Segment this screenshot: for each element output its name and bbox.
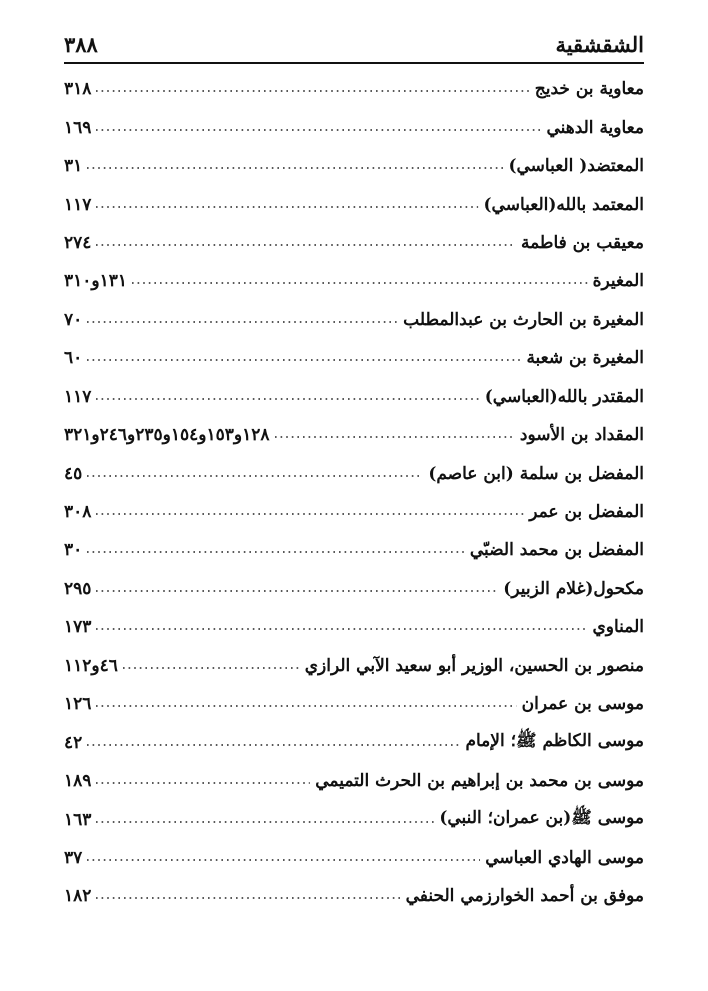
index-entry bbox=[64, 570, 644, 608]
dot-leader-line bbox=[96, 239, 516, 247]
dot-leader bbox=[91, 201, 483, 209]
index-entry bbox=[64, 301, 644, 339]
entry-pages: ١٣١و٣١٠ bbox=[64, 271, 128, 292]
entry-name: موسى بن عمران bbox=[521, 694, 644, 715]
index-entry bbox=[64, 647, 644, 685]
entry-name: معاوية بن خديج bbox=[534, 79, 644, 100]
index-entry bbox=[64, 762, 644, 800]
dot-leader bbox=[270, 431, 520, 439]
dot-leader-line bbox=[87, 854, 480, 862]
entry-name: موسى الهادي العباسي bbox=[485, 847, 644, 868]
entry-pages: ٣٠ bbox=[64, 540, 83, 561]
index-entry bbox=[64, 608, 644, 646]
index-entry bbox=[64, 454, 644, 492]
entry-pages: ٣١٨ bbox=[64, 79, 92, 100]
dot-leader-line bbox=[96, 892, 400, 900]
index-entry bbox=[64, 70, 644, 108]
dot-leader bbox=[91, 393, 484, 401]
entry-name: المقتدر بالله(العباسي) bbox=[484, 386, 644, 407]
entry-name: موسى الكاظم ﷺ؛ الإمام bbox=[465, 731, 644, 752]
entry-pages: ١١٧ bbox=[64, 194, 92, 215]
page-number: ٣٨٨ bbox=[64, 31, 98, 57]
index-entry bbox=[64, 147, 644, 185]
index-list bbox=[64, 70, 644, 916]
dot-leader bbox=[82, 739, 465, 747]
dot-leader-line bbox=[96, 585, 498, 593]
dot-leader-line bbox=[123, 662, 300, 670]
index-entry bbox=[64, 839, 644, 877]
index-entry bbox=[64, 108, 644, 146]
entry-name: المعتضد( العباسي) bbox=[508, 156, 644, 177]
entry-name: معيقب بن فاطمة bbox=[520, 232, 644, 253]
entry-pages: ٣١ bbox=[64, 156, 83, 177]
dot-leader-line bbox=[96, 623, 587, 631]
index-entry bbox=[64, 800, 644, 838]
dot-leader-line bbox=[96, 700, 516, 708]
dot-leader bbox=[91, 585, 503, 593]
dot-leader-line bbox=[96, 508, 524, 516]
index-entry bbox=[64, 416, 644, 454]
index-entry bbox=[64, 224, 644, 262]
header-rule bbox=[64, 62, 644, 64]
index-entry bbox=[64, 531, 644, 569]
entry-name: مكحول(غلام الزبير) bbox=[503, 578, 644, 599]
entry-name: المفضل بن عمر bbox=[529, 502, 644, 523]
entry-pages: ٣٧ bbox=[64, 847, 83, 868]
index-entry bbox=[64, 723, 644, 761]
dot-leader bbox=[82, 470, 428, 478]
entry-pages: ٧٠ bbox=[64, 309, 83, 330]
entry-name: المناوي bbox=[592, 617, 644, 638]
dot-leader bbox=[82, 354, 526, 362]
entry-pages: ٤٢ bbox=[64, 732, 83, 753]
entry-name: المعتمد بالله(العباسي) bbox=[483, 194, 644, 215]
dot-leader bbox=[82, 316, 403, 324]
dot-leader-line bbox=[96, 393, 479, 401]
entry-pages: ٢٩٥ bbox=[64, 578, 92, 599]
dot-leader bbox=[91, 239, 521, 247]
index-entry bbox=[64, 877, 644, 915]
dot-leader bbox=[118, 662, 305, 670]
entry-name: موسى بن محمد بن إبراهيم بن الحرث التميمي bbox=[315, 771, 644, 792]
index-entry bbox=[64, 339, 644, 377]
entry-pages: ١١٧ bbox=[64, 386, 92, 407]
dot-leader bbox=[82, 546, 470, 554]
dot-leader bbox=[91, 623, 592, 631]
dot-leader bbox=[82, 854, 485, 862]
dot-leader-line bbox=[96, 816, 434, 824]
entry-pages: ٣٠٨ bbox=[64, 502, 92, 523]
entry-name: موسى ﷺ(بن عمران؛ النبي) bbox=[439, 808, 644, 829]
entry-pages: ٦٠ bbox=[64, 348, 83, 369]
entry-pages: ١٨٢ bbox=[64, 886, 92, 907]
dot-leader bbox=[91, 777, 315, 785]
entry-name: المفضل بن محمد الضبّي bbox=[469, 540, 644, 561]
book-title: الشقشقية bbox=[555, 31, 644, 57]
entry-pages: ١٦٣ bbox=[64, 809, 92, 830]
entry-name: المقداد بن الأسود bbox=[519, 425, 644, 446]
dot-leader bbox=[91, 508, 529, 516]
index-entry bbox=[64, 493, 644, 531]
entry-pages: ٤٥ bbox=[64, 463, 83, 484]
dot-leader bbox=[91, 124, 546, 132]
dot-leader bbox=[91, 816, 439, 824]
dot-leader-line bbox=[87, 162, 503, 170]
entry-name: منصور بن الحسين، الوزير أبو سعيد الآبي الرازي bbox=[304, 655, 644, 676]
entry-pages: ١٢٨و١٥٣و١٥٤و٢٣٥و٢٤٦و٣٢١ bbox=[64, 425, 270, 446]
dot-leader-line bbox=[96, 777, 310, 785]
dot-leader-line bbox=[96, 124, 541, 132]
dot-leader bbox=[91, 85, 534, 93]
dot-leader-line bbox=[87, 354, 521, 362]
entry-pages: ١٢٦ bbox=[64, 694, 92, 715]
dot-leader bbox=[82, 162, 508, 170]
entry-name: المفضل بن سلمة (ابن عاصم) bbox=[428, 463, 644, 484]
dot-leader-line bbox=[275, 431, 515, 439]
entry-pages: ١٧٣ bbox=[64, 617, 92, 638]
entry-name: موفق بن أحمد الخوارزمي الحنفي bbox=[405, 886, 644, 907]
entry-pages: ٤٦و١١٢ bbox=[64, 655, 118, 676]
page-header bbox=[64, 28, 644, 60]
dot-leader bbox=[91, 892, 405, 900]
index-entry bbox=[64, 685, 644, 723]
entry-pages: ١٦٩ bbox=[64, 117, 92, 138]
entry-name: معاوية الدهني bbox=[546, 117, 644, 138]
dot-leader-line bbox=[87, 739, 460, 747]
dot-leader-line bbox=[87, 546, 465, 554]
index-entry bbox=[64, 185, 644, 223]
entry-pages: ٢٧٤ bbox=[64, 232, 92, 253]
dot-leader-line bbox=[96, 85, 529, 93]
entry-name: المغيرة bbox=[592, 271, 644, 292]
entry-name: المغيرة بن الحارث بن عبدالمطلب bbox=[403, 309, 644, 330]
index-entry bbox=[64, 378, 644, 416]
dot-leader-line bbox=[96, 201, 478, 209]
index-entry bbox=[64, 262, 644, 300]
dot-leader-line bbox=[87, 470, 423, 478]
dot-leader-line bbox=[132, 277, 588, 285]
dot-leader-line bbox=[87, 316, 398, 324]
dot-leader bbox=[91, 700, 521, 708]
entry-pages: ١٨٩ bbox=[64, 771, 92, 792]
dot-leader bbox=[127, 277, 593, 285]
entry-name: المغيرة بن شعبة bbox=[526, 348, 644, 369]
